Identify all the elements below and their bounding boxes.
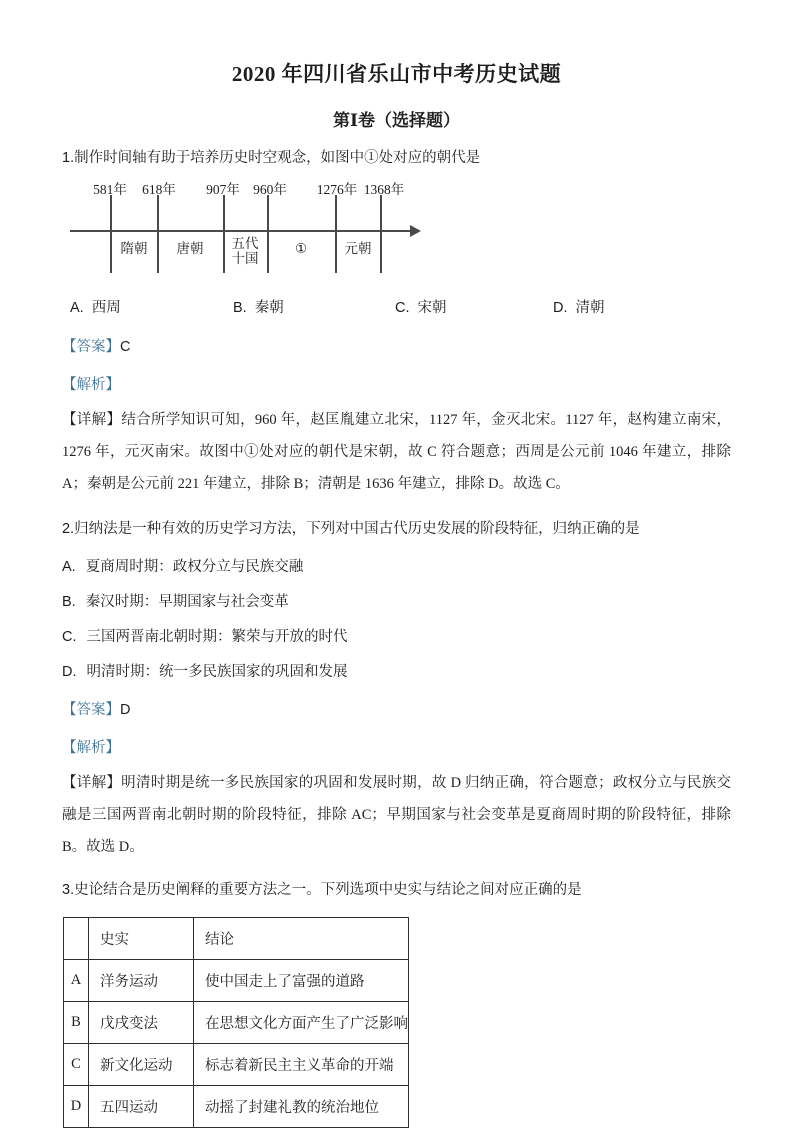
timeline-tick (223, 195, 225, 273)
question-2-stem (62, 518, 731, 541)
option-a-text: 西周 (91, 300, 121, 317)
section-heading: 第Ⅰ卷（选择题） (333, 111, 460, 130)
analysis-label: 【解析】 (62, 740, 120, 757)
question-1-number: 1. (62, 150, 75, 166)
option-c (395, 296, 447, 317)
timeline-period-label: 隋朝 (120, 241, 148, 257)
timeline-axis-line (70, 230, 412, 232)
timeline-period-label: 唐朝 (176, 241, 204, 257)
question-3-stem (62, 879, 731, 902)
question-1-detail: 【详解】结合所学知识可知，960 年，赵匡胤建立北宋，1127 年，金灭北宋。1127 年，赵构建立南宋，1276 年，元灭南宋。故图中①处对应的朝代是宋朝，故 C 符合题意；西周是公元前 1046 年建立，排除 A；秦朝是公元前 221 年建立，排除 B；清朝是 1636 年建立，排除 D。故选 C。 (62, 412, 731, 493)
timeline-year-label: 1276年 (316, 182, 358, 198)
row-conclusion-cell: 使中国走上了富强的道路 (194, 959, 409, 1001)
row-key-cell: B (64, 1001, 89, 1043)
q2-option-b-text: 秦汉时期：早期国家与社会变革 (85, 594, 289, 611)
timeline-tick (335, 195, 337, 273)
answer-label: 【答案】 (62, 339, 120, 356)
q2-option-d (62, 660, 731, 681)
option-b (233, 296, 284, 317)
row-fact-cell: 洋务运动 (89, 959, 194, 1001)
question-2-number: 2. (62, 521, 75, 538)
question-1-answer-line (62, 335, 731, 356)
option-b-text: 秦朝 (254, 300, 284, 317)
timeline-tick (157, 195, 159, 273)
table-header-conclusion: 结论 (194, 917, 409, 959)
question-1-answer-value: C (120, 339, 131, 356)
timeline-arrow-icon (410, 225, 421, 237)
table-row (64, 1085, 409, 1127)
q2-option-a-letter: A. (62, 559, 76, 576)
timeline-year-label: 960年 (253, 182, 287, 198)
timeline-year-label: 581年 (93, 182, 127, 198)
question-2-answer-line (62, 698, 731, 719)
q3-fact-conclusion-table (63, 917, 409, 1128)
question-3-number: 3. (62, 882, 75, 899)
question-1-analysis-line (62, 373, 731, 394)
q2-option-a (62, 555, 731, 576)
timeline-diagram (62, 178, 731, 284)
table-row (64, 1043, 409, 1085)
question-2-analysis-line (62, 736, 731, 757)
timeline-period-label: ① (294, 241, 308, 257)
q2-option-b (62, 590, 731, 611)
timeline-year-label: 907年 (206, 182, 240, 198)
answer-label: 【答案】 (62, 702, 120, 719)
q2-option-a-text: 夏商周时期：政权分立与民族交融 (85, 559, 304, 576)
row-key-cell: C (64, 1043, 89, 1085)
table-header-fact: 史实 (89, 917, 194, 959)
question-2-answer-value: D (120, 702, 131, 719)
q2-option-b-letter: B. (62, 594, 76, 611)
option-a (70, 296, 121, 317)
question-2-detail: 【详解】明清时期是统一多民族国家的巩固和发展时期，故 D 归纳正确，符合题意；政权分立与民族交融是三国两晋南北朝时期的阶段特征，排除 AC；早期国家与社会变革是夏商周时期的阶段特征，排除 B。故选 D。 (62, 775, 731, 856)
timeline-year-label: 1368年 (363, 182, 405, 198)
q2-option-c-text: 三国两晋南北朝时期：繁荣与开放的时代 (86, 629, 348, 646)
row-conclusion-cell: 标志着新民主主义革命的开端 (194, 1043, 409, 1085)
q2-option-c (62, 625, 731, 646)
row-fact-cell: 五四运动 (89, 1085, 194, 1127)
table-header-row (64, 917, 409, 959)
option-a-letter: A. (70, 300, 84, 317)
row-fact-cell: 戊戌变法 (89, 1001, 194, 1043)
row-key-cell: A (64, 959, 89, 1001)
option-b-letter: B. (233, 300, 247, 317)
row-key-cell: D (64, 1085, 89, 1127)
timeline-tick (267, 195, 269, 273)
timeline-year-label: 618年 (142, 182, 176, 198)
question-1-stem-text: 制作时间轴有助于培养历史时空观念，如图中①处对应的朝代是 (74, 150, 481, 166)
question-2-stem-text: 归纳法是一种有效的历史学习方法，下列对中国古代历史发展的阶段特征，归纳正确的是 (74, 521, 640, 538)
option-c-letter: C. (395, 300, 410, 317)
timeline-period-label: 元朝 (344, 241, 372, 257)
option-d-letter: D. (553, 300, 568, 317)
table-row (64, 959, 409, 1001)
table-row (64, 1001, 409, 1043)
timeline-tick (380, 195, 382, 273)
option-d-text: 清朝 (575, 300, 605, 317)
q2-option-d-letter: D. (62, 664, 77, 681)
q2-option-c-letter: C. (62, 629, 77, 646)
timeline-tick (110, 195, 112, 273)
row-conclusion-cell: 在思想文化方面产生了广泛影响 (194, 1001, 409, 1043)
row-fact-cell: 新文化运动 (89, 1043, 194, 1085)
analysis-label: 【解析】 (62, 377, 120, 394)
question-1-stem (62, 147, 731, 170)
timeline-period-label: 五代十国 (231, 236, 259, 267)
question-1-options (62, 296, 731, 318)
table-header-key (64, 917, 89, 959)
option-d (553, 296, 605, 317)
page-title: 2020 年四川省乐山市中考历史试题 (231, 62, 562, 86)
question-3-stem-text: 史论结合是历史阐释的重要方法之一。下列选项中史实与结论之间对应正确的是 (74, 882, 582, 899)
option-c-text: 宋朝 (417, 300, 447, 317)
q2-option-d-text: 明清时期：统一多民族国家的巩固和发展 (86, 664, 348, 681)
row-conclusion-cell: 动摇了封建礼教的统治地位 (194, 1085, 409, 1127)
